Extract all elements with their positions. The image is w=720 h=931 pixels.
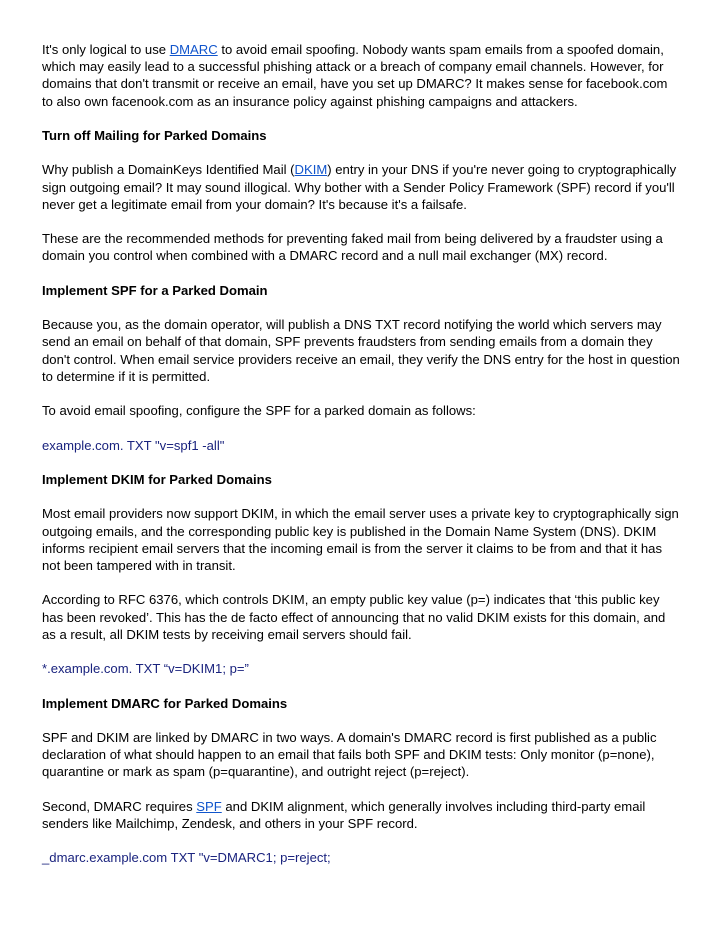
heading-implement-spf: Implement SPF for a Parked Domain [42,282,268,298]
dmarc-alignment-paragraph [42,798,682,832]
dkim-code-example: *.example.com. TXT “v=DKIM1; p=” [42,661,249,677]
recommended-methods-paragraph: These are the recommended methods for preventing faked mail from being delivered by a fraudster using a domain you control when combined with a DMARC record and a null mail exchanger (MX) record. [42,231,663,264]
dmarc-alignment-text-end: and DKIM alignment, which generally involves including third-party email senders like Mailchimp, Zendesk, and others in your SPF record. [42,798,646,831]
spf-link[interactable]: SPF [196,798,222,814]
rfc-6376-paragraph: According to RFC 6376, which controls DKIM, an empty public key value (p=) indicates that ‘this public key has been revoked’. This has the de facto effect of announcing that no valid DKIM exists for this domain, and as a result, all DKIM tests by receiving email servers should fail. [42,592,666,642]
spf-configure-paragraph: To avoid email spoofing, configure the SPF for a parked domain as follows: [42,403,476,419]
dmarc-explanation-paragraph: SPF and DKIM are linked by DMARC in two ways. A domain's DMARC record is first published as a public declaration of what should happen to an email that fails both SPF and DKIM tests: Only monitor (p=none), quarantine or mark as spam (p=quarantine), and outright reject (p=reject). [42,729,657,780]
intro-text-start: It's only logical to use [42,42,170,57]
dkim-link[interactable]: DKIM [294,162,328,178]
spf-explanation-paragraph: Because you, as the domain operator, will publish a DNS TXT record notifying the world which servers may send an email on behalf of that domain, SPF prevents fraudsters from sending emails from a domain they don't control. When email service providers receive an email, they verify the DNS entry for the host in question to determine if it is permitted. [42,317,680,384]
dmarc-code-example: _dmarc.example.com TXT "v=DMARC1; p=reject; [42,850,331,866]
dmarc-link[interactable]: DMARC [169,42,218,57]
dkim-intro-text-start: Why publish a DomainKeys Identified Mail ( [42,162,295,178]
spf-code-example: example.com. TXT "v=spf1 -all" [42,437,225,453]
intro-text-end: to avoid email spoofing. Nobody wants spam emails from a spoofed domain, which may easily lead to a successful phishing attack or a breach of company email channels. However, for domains that don't transmit or receive an email, have you set up DMARC? It makes sense for facebook.com to also own facenook.com as an insurance policy against phishing campaigns and attackers. [42,42,668,109]
dkim-explanation-paragraph: Most email providers now support DKIM, in which the email server uses a private key to cryptographically sign outgoing emails, and the corresponding public key is published in the Domain Name System (DNS). DKIM informs recipient email servers that the incoming email is from the server it claims to be from and that it has not been tampered with in transit. [42,506,679,573]
heading-implement-dkim: Implement DKIM for Parked Domains [42,471,272,487]
dkim-intro-text-end: ) entry in your DNS if you're never going to cryptographically sign outgoing email? It may sound illogical. Why bother with a Sender Policy Framework (SPF) record if you'll never get a legitimate email from your domain? It's because it's a failsafe. [42,162,677,212]
dmarc-alignment-text-start: Second, DMARC requires [42,798,197,814]
dkim-intro-paragraph [42,161,682,213]
heading-turn-off-mailing: Turn off Mailing for Parked Domains [42,128,267,143]
intro-paragraph [42,41,682,110]
document-page [42,41,682,884]
heading-implement-dmarc: Implement DMARC for Parked Domains [42,695,288,711]
